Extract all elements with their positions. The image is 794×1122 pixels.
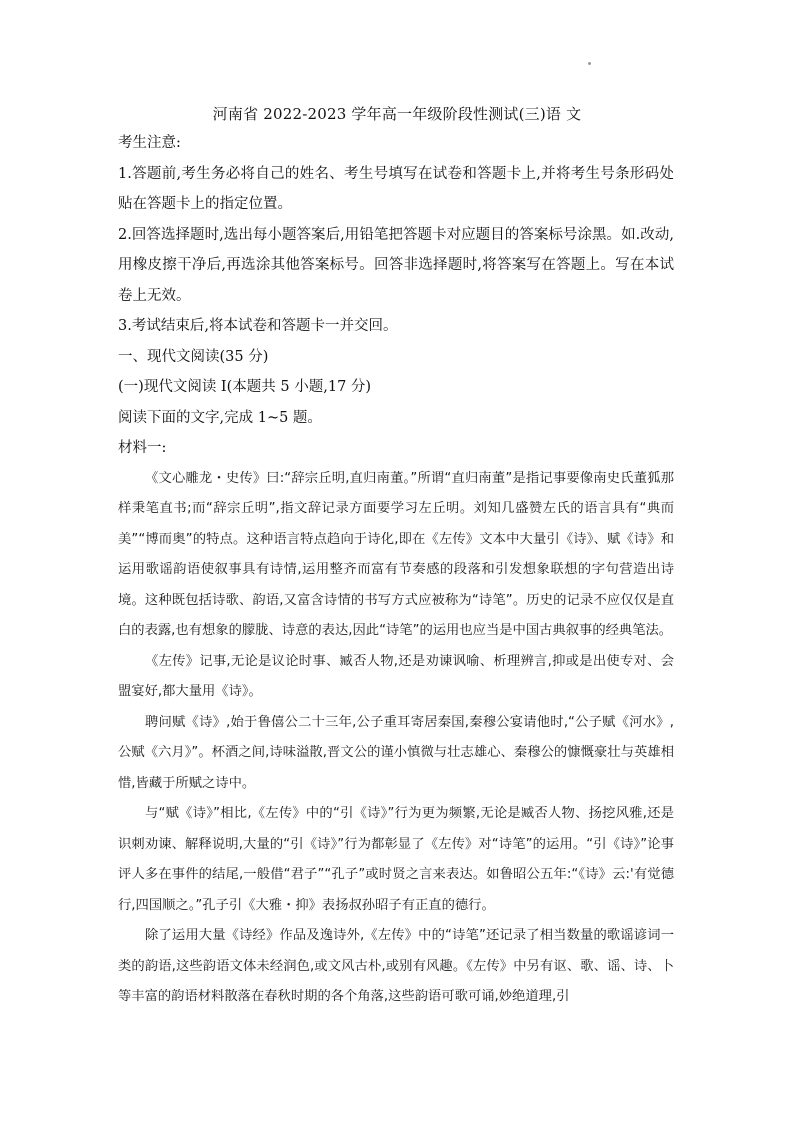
notice-item-2: 2.回答选择题时,选出每小题答案后,用铅笔把答题卡对应题目的答案标号涂黑。如.改动,用橡皮擦干净后,再选涂其他答案标号。回答非选择题时,将答案写在答题上。写在本试卷上无效。 xyxy=(118,226,674,304)
exam-content xyxy=(118,128,674,1013)
subsection-title: (一)现代文阅读 I(本题共 5 小题,17 分) xyxy=(118,379,372,395)
passage-paragraph-4: 与“赋《诗》”相比,《左传》中的“引《诗》”行为更为频繁,无论是臧否人物、扬挖风雅,还是识刺劝谏、解释说明,大量的“引《诗》”行为都彰显了《左传》对“诗笔”的运用。“引《诗》”论事评人多在事件的结尾,一般借“君子”“孔子”或时贤之言来表达。如鲁昭公五年:“《诗》云:'有觉德行,四国顺之。”孔子引《大雅・抑》表扬叔孙昭子有正直的德行。 xyxy=(118,806,674,913)
reading-instruction: 阅读下面的文字,完成 1~5 题。 xyxy=(118,409,322,426)
passage-paragraph-5: 除了运用大量《诗经》作品及逸诗外,《左传》中的“诗笔”还记录了相当数量的歌谣谚词一类的韵语,这些韵语文体未经润色,或文风古朴,或别有风趣。《左传》中另有讴、歌、谣、诗、卜等丰富的韵语材料散落在春秋时期的各个角落,这些韵语可歌可诵,妙绝道理,引 xyxy=(118,928,674,1004)
notice-item-1: 1.答题前,考生务必将自己的姓名、考生号填写在试卷和答题卡上,并将考生号条形码处贴在答题卡上的指定位置。 xyxy=(118,165,674,212)
passage-paragraph-2: 《左传》记事,无论是议论时事、臧否人物,还是劝谏讽喻、析理辨言,抑或是出使专对、会盟宴好,都大量用《诗》。 xyxy=(118,653,674,699)
scan-dot xyxy=(588,62,591,65)
notice-item-3: 3.考试结束后,将本试卷和答题卡一并交回。 xyxy=(118,318,398,334)
passage-paragraph-1: 《文心雕龙・史传》曰:“辞宗丘明,直归南董。”所谓“直归南董”是指记事要像南史氏董狐那样秉笔直书;而“辞宗丘明”,指文辞记录方面要学习左丘明。刘知几盛赞左氏的语言具有“典而美”“博而奥”的特点。这种语言特点趋向于诗化,即在《左传》文本中大量引《诗》、赋《诗》和运用歌谣韵语使叙事具有诗情,运用整齐而富有节奏感的段落和引发想象联想的字句营造出诗境。这种既包括诗歌、韵语,又富含诗情的书写方式应被称为“诗笔”。历史的记录不应仅仅是直白的表露,也有想象的朦胧、诗意的表达,因此“诗笔”的运用也应当是中国古典叙事的经典笔法。 xyxy=(118,470,674,638)
exam-title: 河南省 2022-2023 学年高一年级阶段性测试(三)语 文 xyxy=(212,105,582,123)
material-label: 材料一: xyxy=(118,440,167,456)
passage-paragraph-3: 聘问赋《诗》,始于鲁僖公二十三年,公子重耳寄居秦国,秦穆公宴请他时,“公子赋《河水》,公赋《六月》”。杯酒之间,诗味溢散,晋文公的谨小慎微与壮志雄心、秦穆公的慷慨豪壮与英雄相惜,皆藏于所赋之诗中。 xyxy=(118,714,674,791)
notice-header: 考生注意: xyxy=(118,135,181,151)
section-title: 一、现代文阅读(35 分) xyxy=(118,348,269,365)
